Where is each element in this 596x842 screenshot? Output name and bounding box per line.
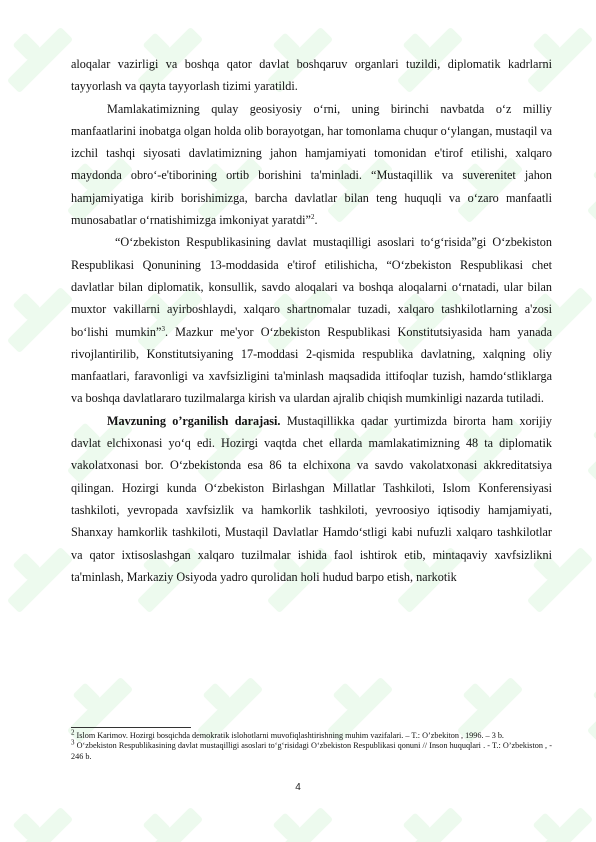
footnotes [71,728,552,762]
document-body [71,53,552,588]
watermark-mark [0,532,73,613]
footnote-ref-3[interactable]: 3 [161,324,165,333]
section-heading-inline: Mavzuning o’rganilish darajasi. [107,413,281,428]
paragraph-3: “O‘zbekiston Respublikasining davlat mustaqilligi asoslari to‘g‘risida”gi O‘zbekiston Respublikasi Qonunining 13-moddasida e'tirof etilishicha, “O‘zbekiston Respublikasi chet davlatlar bilan diplomatik, konsullik, savdo aloqalari va boshqa aloqalarni o‘rnatadi, ular bilan muxtor vakillarni ayirboshlaydi, xalqaro shartnomalar tuzadi, xalqaro tashkilotlarning a'zosi bo‘lishi mumkin”$^3$. Mazkur me'yor O‘zbekiston Respublikasi Konstitutsiyasida ham yanada rivojlantirilib, Konstitutsiyaning 17-moddasi 2-qismida respublika davlatning, xalqning oliy manfaatlari, faravonligi va xavfsizligini ta'minlash maqsadida ittifoqlar tuzish, hamdo‘stliklarga va boshqa davlatlararo tuzilmalarga kirish va ulardan ajralib chiqish mumkinligi nazarda tutiladi. [71,235,552,406]
watermark-mark [122,792,203,842]
footnote-separator [71,727,191,728]
page-number: 4 [295,782,301,793]
footnote-2: $^2$ Islom Karimov. Hozirgi bosqichda demokratik islohotlarni muvofiqlashtirishning muhim vazifalari. – T.: O’zbekiton , 1996. – 3 b. [71,728,504,740]
paragraph-2: Mamlakatimizning qulay geosiyosiy o‘rni, uning birinchi navbatda o‘z milliy manfaatlarini inobatga olgan holda olib borayotgan, har tomonlama chuqur o‘ylangan, mustaqil va izchil tashqi siyosati davlatimizning jahon hamjamiyati tomonidan e'tirof etilishi, xalqaro maydonda obro‘-e'tiborining ortib borishini ta'minladi. “Mustaqillik va suverenitet jahon hamjamiyatiga kirib borishimizga, barcha davlatlar bilan teng huquqli va o‘zaro manfaatli munosabatlar o‘rnatishimizga imkoniyat yaratdi”$^2$. [71,101,552,228]
paragraph-1: aloqalar vazirligi va boshqa qator davlat boshqaruv organlari tuzildi, diplomatik kadrlarni tayyorlash va qayta tayyorlash tizimi yaratildi. [71,57,552,94]
paragraph-4: Mavzuning o’rganilish darajasi. Mustaqillikka qadar yurtimizda birorta ham xorijiy davlat elchixonasi yo‘q edi. Hozirgi vaqtda chet ellarda mamlakatimizning 48 ta diplomatik vakolatxonasi bor. O‘zbekistonda esa 86 ta elchixona va savdo vakolatxonasi akkreditatsiya qilingan. Hozirgi kunda O‘zbekiston Birlashgan Millatlar Tashkiloti, Islom Konferensiyasi tashkiloti, yevropada xavfsizlik va hamkorlik tashkiloti, yevroosiyo iqtisodiy hamjamiyati, Shanxay hamkorlik tashkiloti, Mustaqil Davlatlar Hamdo‘stligi kabi nufuzli xalqaro tashkilotlar va qator ixtisoslashgan xalqaro tuzilmalar ishida faol ishtirok etib, mintaqaviy xavfsizlikni ta'minlash, Markaziy Osiyoda yadro qurolidan holi hudud barpo etish, narkotik [71,413,552,584]
watermark-mark [382,792,463,842]
watermark-mark [572,142,596,223]
footnote-3: $^3$ O‘zbekiston Respublikasining davlat mustaqilligi asoslari to‘g‘risidagi O‘zbekiston Respublikasi qonuni // Inson huquqlari . - T.: O’zbekiston , - 246 b. [71,738,552,761]
watermark-mark [572,662,596,743]
watermark-mark [252,792,333,842]
watermark-mark [512,792,593,842]
watermark-mark [572,402,596,483]
footnote-ref-2[interactable]: 2 [310,213,315,222]
watermark-mark [0,272,73,353]
watermark-mark [0,12,73,93]
watermark-mark [0,792,73,842]
